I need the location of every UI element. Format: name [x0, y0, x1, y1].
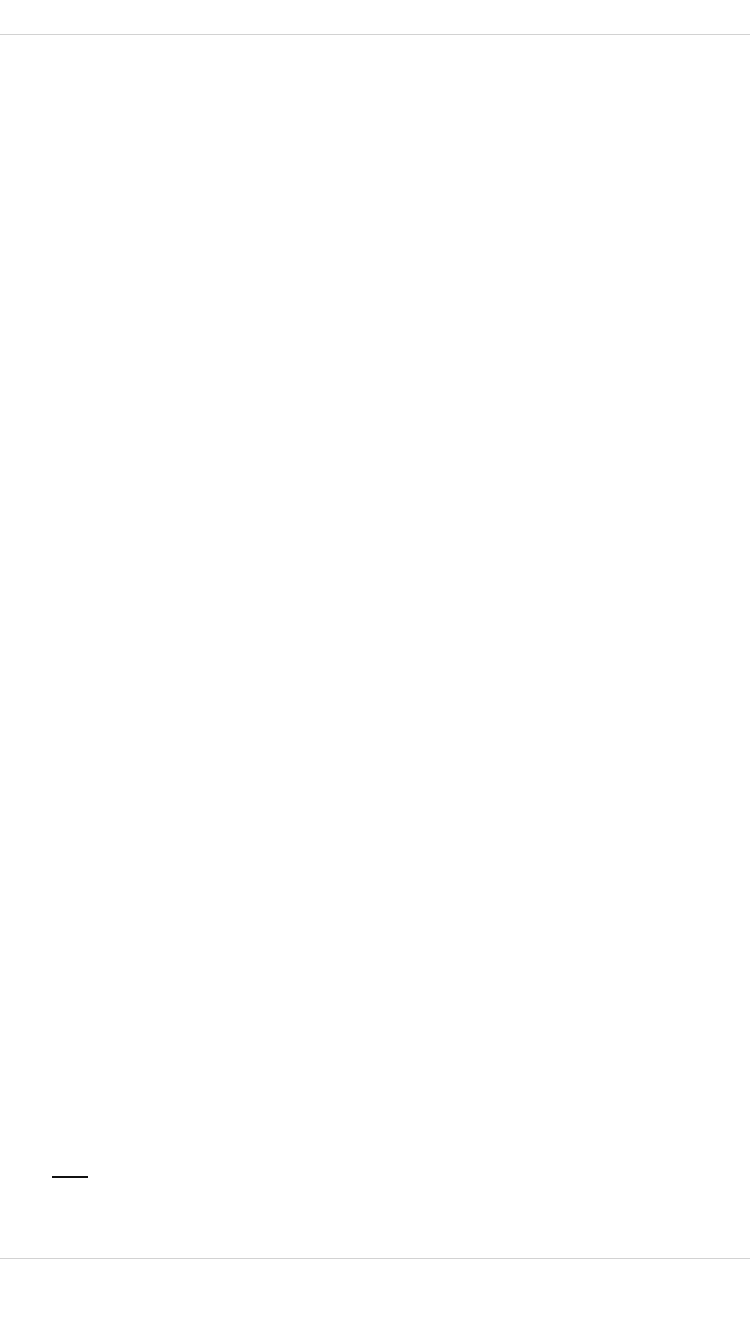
selection-underline — [52, 1176, 88, 1178]
